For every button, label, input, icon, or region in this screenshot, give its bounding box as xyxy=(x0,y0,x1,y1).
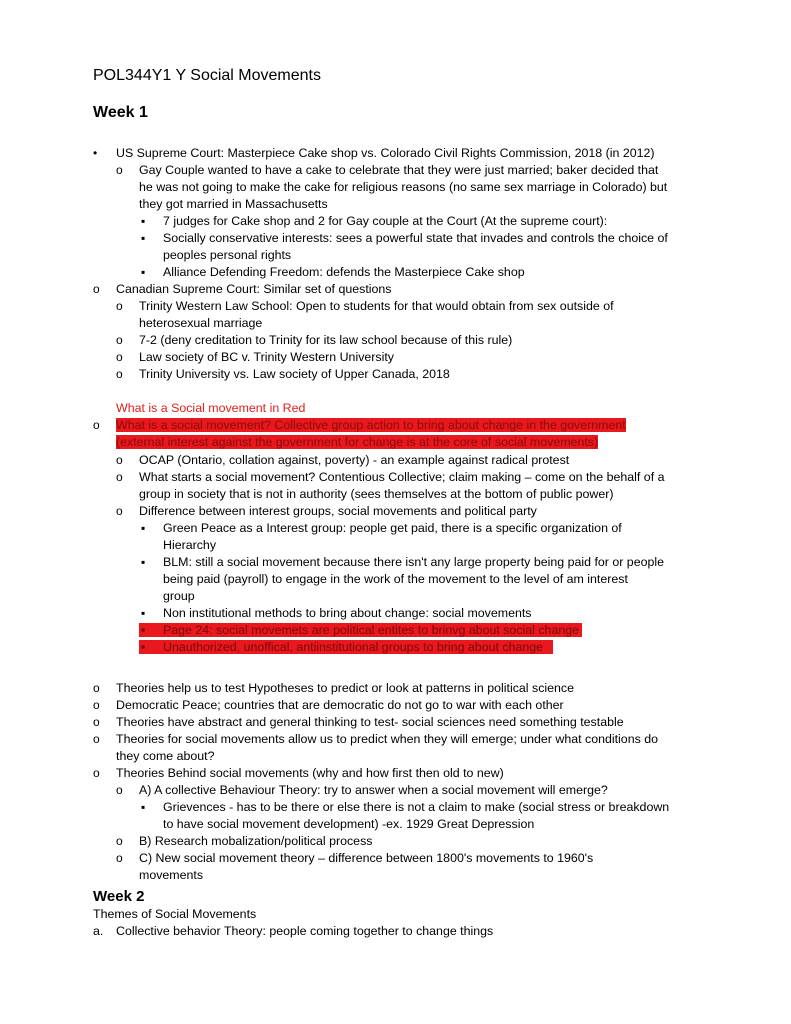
text-line: B) Research mobalization/political process xyxy=(139,834,373,848)
text-line: group xyxy=(163,589,195,603)
circle-marker: o xyxy=(93,766,100,780)
text-line: US Supreme Court: Masterpiece Cake shop vs. Colorado Civil Rights Commission, 2018 (in 2012) xyxy=(116,146,655,160)
square-marker: ▪ xyxy=(141,231,146,245)
text-line: Theories Behind social movements (why and how first then old to new) xyxy=(116,766,504,780)
circle-marker: o xyxy=(116,453,123,467)
circle-marker: o xyxy=(116,504,123,518)
circle-marker: o xyxy=(116,299,123,313)
text-line: Themes of Social Movements xyxy=(93,907,257,921)
text-line: 7 judges for Cake shop and 2 for Gay couple at the Court (At the supreme court): xyxy=(163,214,608,228)
circle-marker: o xyxy=(116,350,123,364)
circle-marker: o xyxy=(93,715,100,729)
circle-marker: o xyxy=(93,681,100,695)
square-marker: ▪ xyxy=(141,606,146,620)
text-line: Non institutional methods to bring about change: social movements xyxy=(163,606,532,620)
circle-marker: o xyxy=(116,834,123,848)
circle-marker: o xyxy=(93,418,100,432)
text-line: BLM: still a social movement because there isn't any large property being paid for or people xyxy=(163,555,665,569)
text-line: they got married in Massachusetts xyxy=(139,197,328,211)
text-line: Socially conservative interests: sees a powerful state that invades and controls the choice of xyxy=(163,231,668,245)
list-letter: a. xyxy=(93,924,104,938)
highlighted-line: ▪ Page 24: social movemets are political entites to brinvg about social change xyxy=(139,622,582,638)
text-line: to have social movement development) -ex. 1929 Great Depression xyxy=(163,817,535,831)
circle-marker: o xyxy=(116,851,123,865)
text-line: Theories have abstract and general thinking to test- social sciences need something testable xyxy=(116,715,624,729)
text-line: Trinity University vs. Law society of Upper Canada, 2018 xyxy=(139,367,450,381)
text-line: group in society that is not in authority (sees themselves at the bottom of public power) xyxy=(139,487,614,501)
highlighted-line: ▪ Unauthorized, unoffical, antiinstitutional groups to bring about change xyxy=(139,639,553,655)
text-line: Green Peace as a Interest group: people get paid, there is a specific organization of xyxy=(163,521,622,535)
text-line: C) New social movement theory – difference between 1800's movements to 1960's xyxy=(139,851,594,865)
text-line: heterosexual marriage xyxy=(139,316,263,330)
text-line: What starts a social movement? Contentious Collective; claim making – come on the behalf of a xyxy=(139,470,665,484)
text-line: movements xyxy=(139,868,204,882)
text-line: Canadian Supreme Court: Similar set of questions xyxy=(116,282,392,296)
square-marker: ▪ xyxy=(141,555,146,569)
week-2-heading: Week 2 xyxy=(93,888,145,905)
text-line: Grievences - has to be there or else there is not a claim to make (social stress or breakdown xyxy=(163,800,670,814)
text-line: they come about? xyxy=(116,749,215,763)
highlighted-line: What is a social movement? Collective group action to bring about change in the government xyxy=(116,418,626,432)
text-line: Gay Couple wanted to have a cake to celebrate that they were just married; baker decided that xyxy=(139,163,659,177)
square-marker: ▪ xyxy=(141,214,146,228)
square-marker: ▪ xyxy=(141,623,146,637)
highlighted-line: (external interest against the government for change is at the core of social movements) xyxy=(116,435,599,449)
square-marker: ▪ xyxy=(141,640,146,654)
square-marker: ▪ xyxy=(141,800,146,814)
text-line: OCAP (Ontario, collation against, poverty) - an example against radical protest xyxy=(139,453,570,467)
red-note-heading: What is a Social movement in Red xyxy=(116,401,306,415)
text-line: he was not going to make the cake for religious reasons (no same sex marriage in Colorado) but xyxy=(139,180,668,194)
text-line: being paid (payroll) to engage in the work of the movement to the level of am interest xyxy=(163,572,628,586)
text-line: Difference between interest groups, social movements and political party xyxy=(139,504,537,518)
text-line: Law society of BC v. Trinity Western University xyxy=(139,350,394,364)
bullet-marker: • xyxy=(93,146,98,160)
circle-marker: o xyxy=(93,698,100,712)
circle-marker: o xyxy=(116,367,123,381)
circle-marker: o xyxy=(93,282,100,296)
square-marker: ▪ xyxy=(141,265,146,279)
circle-marker: o xyxy=(116,333,123,347)
text-line: Hierarchy xyxy=(163,538,217,552)
text-line: A) A collective Behaviour Theory: try to answer when a social movement will emerge? xyxy=(139,783,608,797)
circle-marker: o xyxy=(116,163,123,177)
square-marker: ▪ xyxy=(141,521,146,535)
text-line: 7-2 (deny creditation to Trinity for its law school because of this rule) xyxy=(139,333,513,347)
text-line: Democratic Peace; countries that are democratic do not go to war with each other xyxy=(116,698,564,712)
text-line: peoples personal rights xyxy=(163,248,292,262)
text-line: Trinity Western Law School: Open to students for that would obtain from sex outside of xyxy=(139,299,614,313)
text-line: Theories for social movements allow us to predict when they will emerge; under what conditions do xyxy=(116,732,659,746)
week-1-heading: Week 1 xyxy=(93,104,148,121)
text-line: Collective behavior Theory: people coming together to change things xyxy=(116,924,494,938)
text-line: Alliance Defending Freedom: defends the Masterpiece Cake shop xyxy=(163,265,525,279)
text-line: Theories help us to test Hypotheses to predict or look at patterns in political science xyxy=(116,681,575,695)
circle-marker: o xyxy=(116,783,123,797)
document-title: POL344Y1 Y Social Movements xyxy=(93,67,321,84)
circle-marker: o xyxy=(93,732,100,746)
circle-marker: o xyxy=(116,470,123,484)
